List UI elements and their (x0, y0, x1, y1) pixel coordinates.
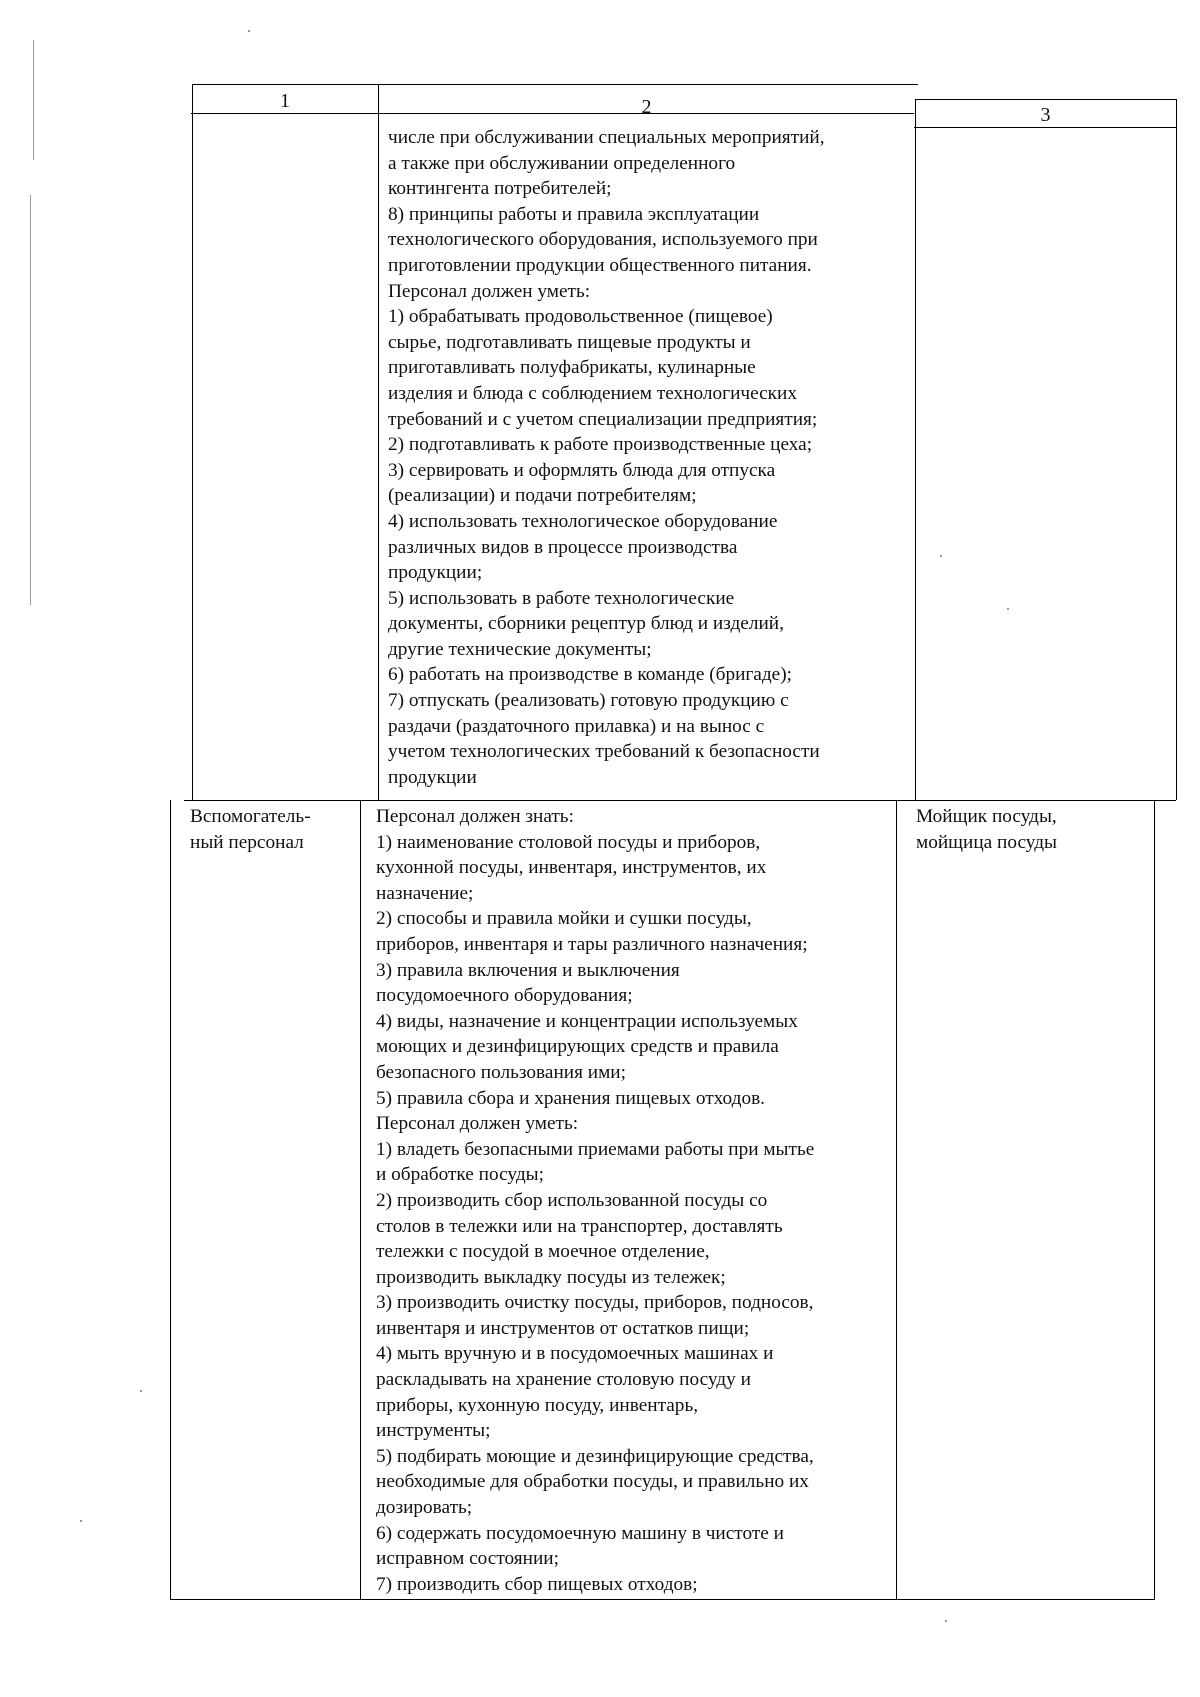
cell-text-line: безопасного пользования ими; (376, 1061, 626, 1083)
cell-text-line: посудомоечного оборудования; (376, 985, 633, 1007)
scan-speck (248, 30, 250, 32)
cell-text-line: и обработке посуды; (376, 1164, 544, 1186)
cell-text-line: раскладывать на хранение столовую посуду и (376, 1369, 751, 1391)
category-text-line: Вспомогатель- (190, 806, 311, 827)
cell-text-line: 4) мыть вручную и в посудомоечных машинах и (376, 1343, 774, 1365)
col-divider-2 (896, 800, 897, 1600)
scan-speck (1007, 608, 1009, 610)
scan-speck (80, 1520, 82, 1522)
scan-speck (140, 1390, 142, 1392)
cell-text-line: приборов, инвентаря и тары различного назначения; (376, 933, 808, 955)
cell-text-line: 5) правила сбора и хранения пищевых отходов. (376, 1087, 766, 1109)
header-col-1: 1 (280, 90, 290, 112)
cell-text-line: приборы, кухонную посуду, инвентарь, (376, 1394, 699, 1416)
table-border-bottom (170, 1599, 1155, 1600)
table-border-right (1176, 99, 1177, 800)
cell-text-line: 5) использовать в работе технологические (388, 587, 735, 609)
cell-text-line: производить выкладку посуды из тележек; (376, 1266, 726, 1288)
header-row-bottom-col3 (914, 127, 1176, 128)
auxiliary-cell-category (190, 804, 311, 855)
table-border-left (170, 800, 171, 1600)
col-divider-1 (360, 800, 361, 1600)
cell-text-line: продукции; (388, 562, 483, 584)
cell-text-line: изделия и блюда с соблюдением технологических (388, 382, 798, 404)
header-col-2: 2 (641, 96, 652, 118)
cell-text-line: 3) производить очистку посуды, приборов, подносов, (376, 1292, 814, 1314)
cell-text-line: моющих и дезинфицирующих средств и правила (376, 1036, 779, 1058)
cell-text-line: Персонал должен уметь: (388, 280, 591, 302)
cell-text-line: необходимые для обработки посуды, и правильно их (376, 1471, 809, 1493)
table-border-top-col3 (916, 99, 1176, 100)
cell-text-line: приготовлении продукции общественного питания. (388, 254, 812, 276)
cell-text-line: технологического оборудования, используемого при (388, 229, 818, 251)
cell-text-line: другие технические документы; (388, 638, 652, 660)
cell-text-line: 2) подготавливать к работе производственные цеха; (388, 434, 813, 456)
cell-text-line: кухонной посуды, инвентаря, инструментов, их (376, 857, 767, 879)
cell-text-line: 7) отпускать (реализовать) готовую продукцию с (388, 690, 789, 712)
cell-text-line: 4) виды, назначение и концентрации используемых (376, 1010, 798, 1032)
cell-text-line: инвентаря и инструментов от остатков пищи; (376, 1317, 750, 1339)
position-text-line: Мойщик посуды, (916, 806, 1057, 827)
cell-text-line: продукции (388, 766, 477, 788)
cell-text-line: контингента потребителей; (388, 178, 612, 200)
cell-text-line: раздачи (раздаточного прилавка) и на вынос с (388, 715, 765, 737)
header-col-3: 3 (1040, 104, 1051, 126)
cell-text-line: назначение; (376, 882, 474, 904)
cell-text-line: а также при обслуживании определенного (388, 152, 736, 174)
cell-text-line: документы, сборники рецептур блюд и изделий, (388, 613, 784, 635)
cell-text-line: 3) сервировать и оформлять блюда для отпуска (388, 459, 776, 481)
cell-text-line: 8) принципы работы и правила эксплуатации (388, 203, 760, 225)
scan-speck (945, 1620, 947, 1622)
cell-text-line: тележки с посудой в моечное отделение, (376, 1241, 710, 1263)
scan-speck (940, 555, 942, 557)
cell-text-line: (реализации) и подачи потребителям; (388, 485, 697, 507)
table-border-left (192, 84, 193, 800)
cell-text-line: 2) способы и правила мойки и сушки посуды, (376, 908, 752, 930)
cell-text-line: 4) использовать технологическое оборудование (388, 510, 778, 532)
auxiliary-cell-positions (916, 804, 1057, 855)
continuation-cell-requirements (388, 125, 825, 790)
col-divider-2 (915, 99, 916, 800)
auxiliary-cell-requirements (376, 804, 814, 1597)
cell-text-line: сырье, подготавливать пищевые продукты и (388, 331, 751, 353)
cell-text-line: дозировать; (376, 1497, 473, 1519)
cell-text-line: 1) обрабатывать продовольственное (пищевое) (388, 306, 773, 328)
cell-text-line: 2) производить сбор использованной посуды со (376, 1189, 768, 1211)
cell-text-line: 1) наименование столовой посуды и приборов, (376, 831, 761, 853)
scan-artifact (33, 40, 34, 160)
cell-text-line: 1) владеть безопасными приемами работы при мытье (376, 1138, 815, 1160)
row-separator (184, 800, 1176, 801)
cell-text-line: приготавливать полуфабрикаты, кулинарные (388, 357, 756, 379)
position-text-line: мойщица посуды (916, 831, 1057, 853)
scan-artifact (30, 195, 31, 605)
col-divider-1 (378, 84, 379, 800)
category-text-line: ный персонал (190, 831, 304, 853)
cell-text-line: 6) содержать посудомоечную машину в чистоте и (376, 1522, 784, 1544)
cell-text-line: учетом технологических требований к безопасности (388, 741, 820, 763)
table-border-top (192, 84, 918, 85)
cell-text-line: 6) работать на производстве в команде (бригаде); (388, 664, 793, 686)
table-border-right (1154, 800, 1155, 1600)
cell-text-line: числе при обслуживании специальных мероприятий, (388, 127, 825, 148)
cell-text-line: 5) подбирать моющие и дезинфицирующие средства, (376, 1445, 814, 1467)
cell-text-line: 3) правила включения и выключения (376, 959, 680, 981)
cell-text-line: столов в тележки или на транспортер, доставлять (376, 1215, 783, 1237)
cell-text-line: 7) производить сбор пищевых отходов; (376, 1573, 698, 1595)
cell-text-line: исправном состоянии; (376, 1548, 559, 1570)
cell-text-line: различных видов в процессе производства (388, 536, 738, 558)
cell-text-line: требований и с учетом специализации предприятия; (388, 408, 818, 430)
cell-text-line: инструменты; (376, 1420, 491, 1442)
cell-text-line: Персонал должен уметь: (376, 1113, 579, 1135)
cell-text-line: Персонал должен знать: (376, 806, 574, 827)
